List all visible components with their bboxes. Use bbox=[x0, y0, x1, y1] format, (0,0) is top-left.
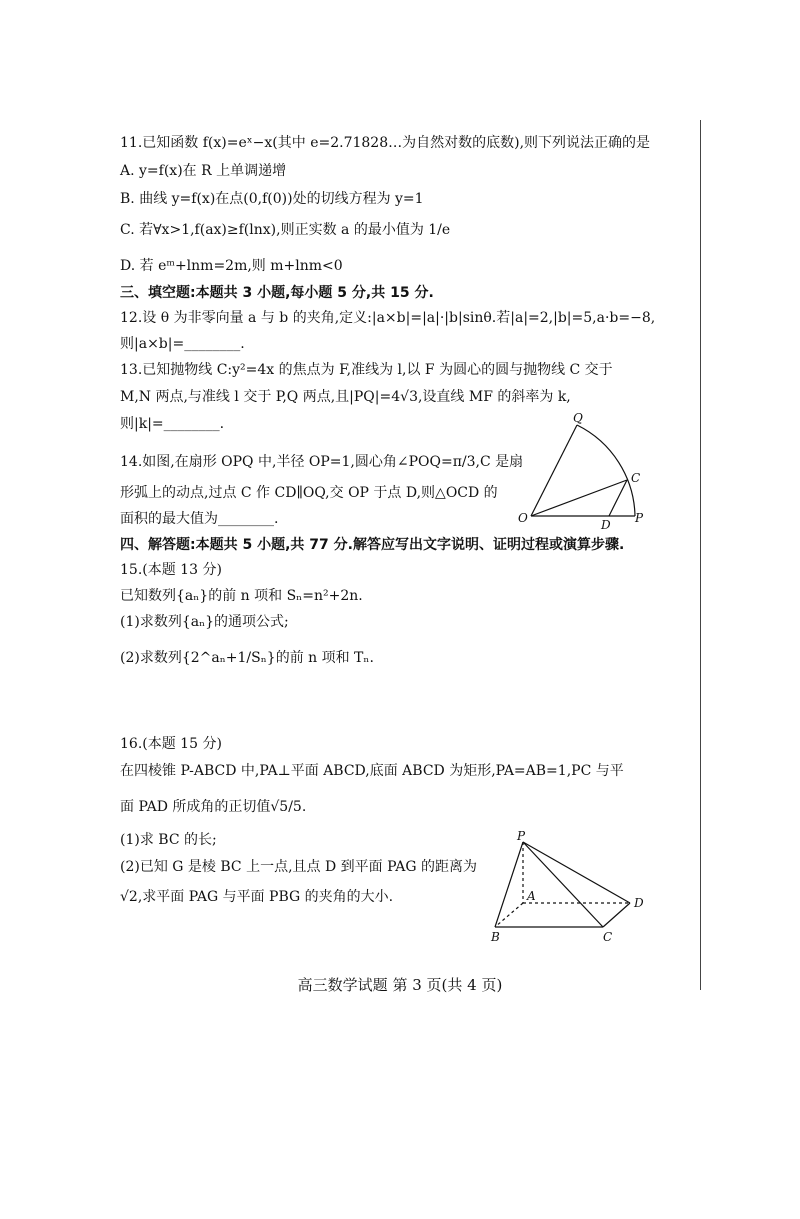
section-3-heading: 三、填空题:本题共 3 小题,每小题 5 分,共 15 分. bbox=[120, 285, 434, 301]
q14-line-3: 面积的最大值为________. bbox=[120, 511, 279, 527]
label-p: P bbox=[517, 830, 526, 843]
page-footer: 高三数学试题 第 3 页(共 4 页) bbox=[297, 976, 503, 994]
label-p: P bbox=[635, 511, 644, 525]
label-a: A bbox=[527, 889, 536, 903]
q11-stem: 11.已知函数 f(x)=eˣ−x(其中 e=2.71828…为自然对数的底数),则下列说法正确的是 bbox=[120, 135, 651, 151]
pyramid-diagram bbox=[485, 830, 650, 945]
q11-option-a: A. y=f(x)在 R 上单调递增 bbox=[120, 163, 287, 179]
sector-diagram bbox=[515, 410, 655, 535]
q16-heading: 16.(本题 15 分) bbox=[120, 736, 222, 752]
q13-line-3: 则|k|=________. bbox=[120, 416, 225, 432]
q15-line-1: 已知数列{aₙ}的前 n 项和 Sₙ=n²+2n. bbox=[120, 588, 363, 604]
label-c: C bbox=[603, 930, 613, 944]
q14-line-2: 形弧上的动点,过点 C 作 CD∥OQ,交 OP 于点 D,则△OCD 的 bbox=[120, 485, 498, 501]
label-c: C bbox=[631, 471, 641, 485]
section-4-heading: 四、解答题:本题共 5 小题,共 77 分.解答应写出文字说明、证明过程或演算步骤. bbox=[120, 537, 625, 553]
q16-line-3: (1)求 BC 的长; bbox=[120, 832, 217, 848]
margin-rule bbox=[700, 120, 701, 990]
label-b: B bbox=[491, 930, 500, 944]
q16-line-4: (2)已知 G 是棱 BC 上一点,且点 D 到平面 PAG 的距离为 bbox=[120, 859, 477, 875]
q16-line-1: 在四棱锥 P-ABCD 中,PA⊥平面 ABCD,底面 ABCD 为矩形,PA=AB=1,PC 与平 bbox=[120, 763, 624, 779]
q11-option-d: D. 若 eᵐ+lnm=2m,则 m+lnm<0 bbox=[120, 258, 343, 274]
sector-radius-oq bbox=[531, 425, 577, 516]
edge-pb bbox=[495, 842, 523, 927]
segment-oc bbox=[531, 480, 627, 516]
label-q: Q bbox=[573, 411, 583, 425]
q15-line-3: (2)求数列{2^aₙ+1/Sₙ}的前 n 项和 Tₙ. bbox=[120, 650, 374, 666]
edge-pc bbox=[523, 842, 603, 927]
label-o: O bbox=[518, 511, 528, 525]
q12-line-2: 则|a×b|=________. bbox=[120, 336, 245, 352]
label-d: D bbox=[634, 896, 644, 910]
q15-heading: 15.(本题 13 分) bbox=[120, 562, 222, 578]
q15-line-2: (1)求数列{aₙ}的通项公式; bbox=[120, 614, 289, 630]
q16-line-5: √2,求平面 PAG 与平面 PBG 的夹角的大小. bbox=[120, 889, 394, 905]
q12-line-1: 12.设 θ 为非零向量 a 与 b 的夹角,定义:|a×b|=|a|·|b|sinθ.若|a|=2,|b|=5,a·b=−8, bbox=[120, 310, 656, 326]
q14-line-1: 14.如图,在扇形 OPQ 中,半径 OP=1,圆心角∠POQ=π/3,C 是扇 bbox=[120, 454, 524, 470]
q13-line-2: M,N 两点,与准线 l 交于 P,Q 两点,且|PQ|=4√3,设直线 MF 的斜率为 k, bbox=[120, 389, 571, 405]
q13-line-1: 13.已知抛物线 C:y²=4x 的焦点为 F,准线为 l,以 F 为圆心的圆与抛物线 C 交于 bbox=[120, 362, 613, 378]
q11-option-c: C. 若∀x>1,f(ax)≥f(lnx),则正实数 a 的最小值为 1/e bbox=[120, 222, 451, 238]
label-d: D bbox=[601, 518, 611, 532]
edge-pd bbox=[523, 842, 630, 903]
q11-option-b: B. 曲线 y=f(x)在点(0,f(0))处的切线方程为 y=1 bbox=[120, 191, 424, 207]
edge-cd bbox=[603, 903, 630, 927]
sector-arc bbox=[577, 425, 635, 516]
q16-line-2: 面 PAD 所成角的正切值√5/5. bbox=[120, 799, 307, 815]
